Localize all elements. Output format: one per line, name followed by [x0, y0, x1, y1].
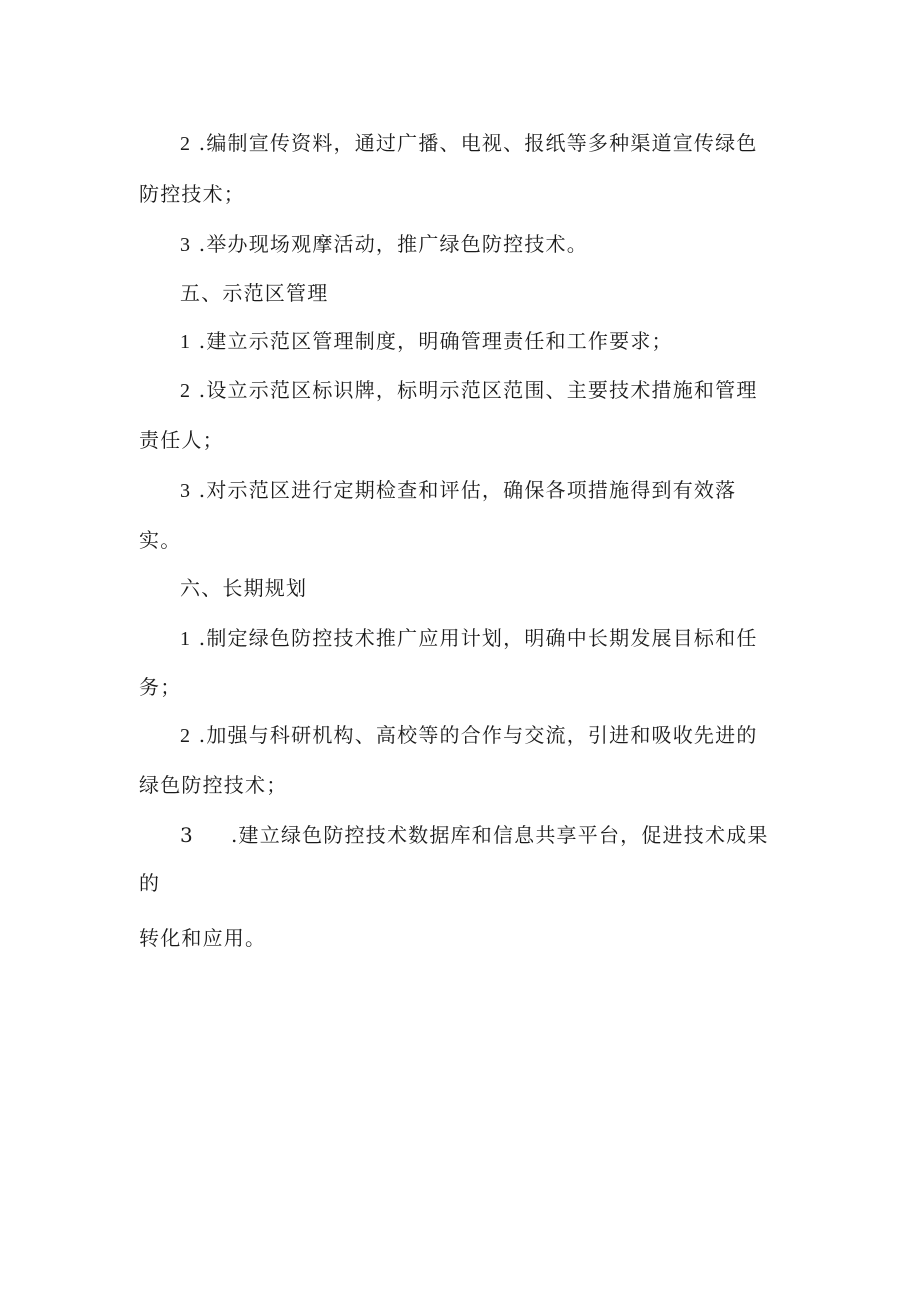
list-item-content: .编制宣传资料，通过广播、电视、报纸等多种渠道宣传绿色 — [191, 131, 758, 155]
list-item-content: .举办现场观摩活动，推广绿色防控技术。 — [191, 232, 588, 256]
list-item-text — [180, 626, 758, 651]
list-item-text — [180, 232, 588, 257]
list-item-number: 2 — [180, 133, 192, 155]
list-item-text — [180, 131, 758, 156]
section-heading: 六、长期规划 — [180, 576, 308, 600]
list-item-continuation: 的 — [139, 871, 161, 895]
section-heading: 五、示范区管理 — [180, 281, 329, 305]
list-item-continuation: 责任人； — [139, 428, 224, 452]
list-item-continuation: 实。 — [139, 528, 182, 552]
list-item-continuation: 绿色防控技术； — [139, 773, 288, 797]
list-item-content: .加强与科研机构、高校等的合作与交流，引进和吸收先进的 — [191, 723, 758, 747]
list-item-content: .建立示范区管理制度，明确管理责任和工作要求； — [191, 329, 673, 353]
list-item-number: 3 — [180, 823, 194, 847]
list-item-number: 1 — [180, 331, 192, 353]
list-item-text — [180, 329, 673, 354]
list-item-continuation: 防控技术； — [139, 182, 245, 206]
list-item-text — [180, 378, 758, 403]
list-item-text — [180, 478, 736, 503]
list-item-number: 2 — [180, 725, 192, 747]
list-item-content: .对示范区进行定期检查和评估，确保各项措施得到有效落 — [191, 478, 737, 502]
list-item-content: .建立绿色防控技术数据库和信息共享平台，促进技术成果 — [231, 823, 769, 847]
list-item-content: .设立示范区标识牌，标明示范区范围、主要技术措施和管理 — [191, 378, 758, 402]
list-item-number: 3 — [180, 480, 192, 502]
list-item-continuation: 务； — [139, 675, 182, 699]
list-item-text — [180, 723, 758, 748]
list-item-number: 3 — [180, 234, 192, 256]
list-item-content: .制定绿色防控技术推广应用计划，明确中长期发展目标和任 — [191, 626, 758, 650]
list-item-continuation: 转化和应用。 — [139, 926, 267, 950]
list-item-number: 1 — [180, 628, 192, 650]
list-item-number: 2 — [180, 380, 192, 402]
